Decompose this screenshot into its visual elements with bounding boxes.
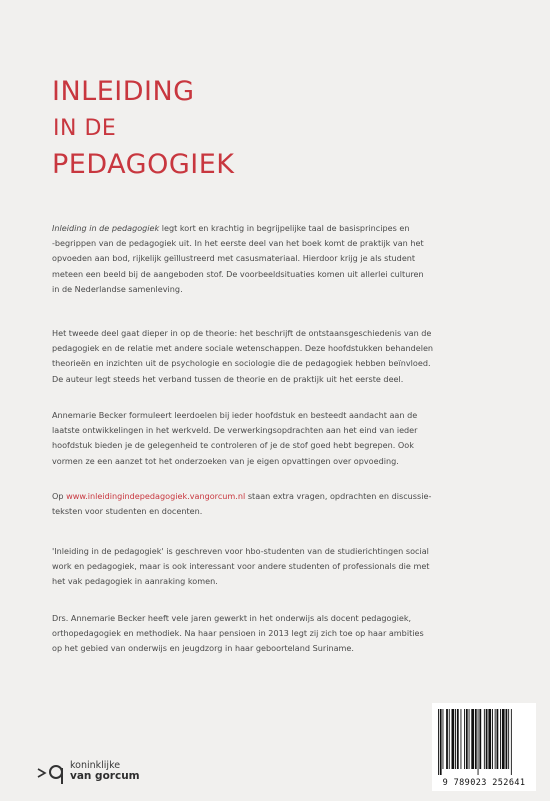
intro-line: opvoeden aan bod, rijkelijk geïllustreerd met casusmateriaal. Hierdoor krijg je als student xyxy=(52,253,416,264)
intro-book-title: Inleiding in de pedagogiek xyxy=(52,223,160,233)
barcode-bar xyxy=(471,709,474,769)
text-line: Drs. Annemarie Becker heeft vele jaren gewerkt in het onderwijs als docent pedagogiek, xyxy=(52,613,412,623)
barcode-bar xyxy=(486,709,488,769)
isbn-number: 9 789023 252641 xyxy=(442,778,526,788)
website-line-rest: staan extra vragen, opdrachten en discussie- xyxy=(245,491,432,501)
title-line-2: IN DE xyxy=(53,116,117,141)
barcode-bar xyxy=(457,709,459,769)
website-paragraph xyxy=(52,489,502,519)
barcode-bar xyxy=(461,709,462,769)
text-line: teksten voor studenten en docenten. xyxy=(52,506,203,517)
barcode-bar xyxy=(449,709,450,769)
barcode-bar xyxy=(508,709,509,769)
text-line: Het tweede deel gaat dieper in op de theorie: het beschrijft de ontstaansgeschiedenis van de xyxy=(52,328,432,338)
intro-line: in de Nederlandse samenleving. xyxy=(52,283,183,294)
barcode-bar xyxy=(484,709,485,769)
barcode-bar xyxy=(475,709,477,769)
barcode-bar xyxy=(478,709,479,775)
text-line: De auteur legt steeds het verband tussen de theorie en de praktijk uit het eerste deel. xyxy=(52,373,404,384)
publisher-name-line-2: van gorcum xyxy=(70,770,140,782)
barcode-bar xyxy=(488,709,491,769)
text-line: laatste ontwikkelingen in het werkveld. De verwerkingsopdrachten aan het eind van ieder xyxy=(52,425,418,436)
barcode-bar xyxy=(452,709,455,769)
text-line: theorieën en inzichten uit de psychologie en sociologie die de pedagogiek hebben beïnvloed. xyxy=(52,358,431,369)
learning-goals-paragraph xyxy=(52,408,502,469)
theory-paragraph xyxy=(52,326,502,387)
barcode-bar xyxy=(500,709,501,769)
text-line: 'Inleiding in de pedagogiek' is geschreven voor hbo-studenten van de studierichtingen social xyxy=(52,546,429,556)
website-link[interactable]: www.inleidingindepedagogiek.vangorcum.nl xyxy=(66,491,246,501)
isbn-barcode xyxy=(432,703,536,791)
text-line xyxy=(52,489,502,504)
barcode-bar xyxy=(511,709,512,775)
barcode-bar xyxy=(443,709,444,769)
barcode-bar xyxy=(455,709,456,769)
publisher-mark-icon xyxy=(36,760,66,788)
barcode-bar xyxy=(438,709,439,775)
author-bio-paragraph xyxy=(52,611,502,657)
barcode-bar xyxy=(440,709,442,775)
website-prefix: Op xyxy=(52,491,67,501)
text-line: op het gebied van onderwijs en jeugdzorg in haar geboorteland Suriname. xyxy=(52,643,354,654)
audience-paragraph xyxy=(52,544,502,590)
barcode-bar xyxy=(469,709,470,769)
publisher-logo xyxy=(36,760,140,788)
title-line-1: INLEIDING xyxy=(52,76,195,107)
barcode-bar xyxy=(479,709,481,769)
text-line: orthopedagogiek en methodiek. Na haar pensioen in 2013 legt zij zich toe op haar ambities xyxy=(52,628,424,639)
barcode-bar xyxy=(466,709,468,769)
text-line: het vak pedagogiek in aanraking komen. xyxy=(52,576,218,587)
barcode-bars xyxy=(436,709,532,775)
text-line: pedagogiek en de relatie met andere sociale wetenschappen. Deze hoofdstukken behandelen xyxy=(52,343,434,354)
barcode-bar xyxy=(506,709,508,769)
title-line-3: PEDAGOGIEK xyxy=(52,149,235,180)
barcode-bar xyxy=(497,709,499,769)
barcode-bar xyxy=(492,709,493,769)
intro-line: -begrippen van de pedagogiek uit. In het eerste deel van het boek komt de praktijk van het xyxy=(52,238,424,249)
text-line: vormen ze een aanzet tot het onderzoeken van je eigen opvattingen over opvoeding. xyxy=(52,455,399,466)
publisher-name-line-1: koninklijke xyxy=(70,760,121,771)
barcode-bar xyxy=(446,709,448,769)
text-line: work en pedagogiek, maar is ook interessant voor andere studenten of professionals die met xyxy=(52,561,430,572)
text-line: Annemarie Becker formuleert leerdoelen bij ieder hoofdstuk en besteedt aandacht aan de xyxy=(52,410,418,420)
intro-line-rest: legt kort en krachtig in begrijpelijke taal de basisprincipes en xyxy=(159,223,410,233)
barcode-bar xyxy=(464,709,465,769)
intro-paragraph xyxy=(52,221,502,297)
barcode-bar xyxy=(502,709,505,769)
intro-line xyxy=(52,221,502,236)
barcode-bar xyxy=(495,709,496,769)
intro-line: meteen een beeld bij de aangeboden stof. De voorbeeldsituaties komen uit allerlei culturen xyxy=(52,268,424,279)
text-line: hoofdstuk bieden je de gelegenheid te controleren of je de stof goed hebt begrepen. Ook xyxy=(52,440,414,451)
publisher-name xyxy=(70,760,140,782)
